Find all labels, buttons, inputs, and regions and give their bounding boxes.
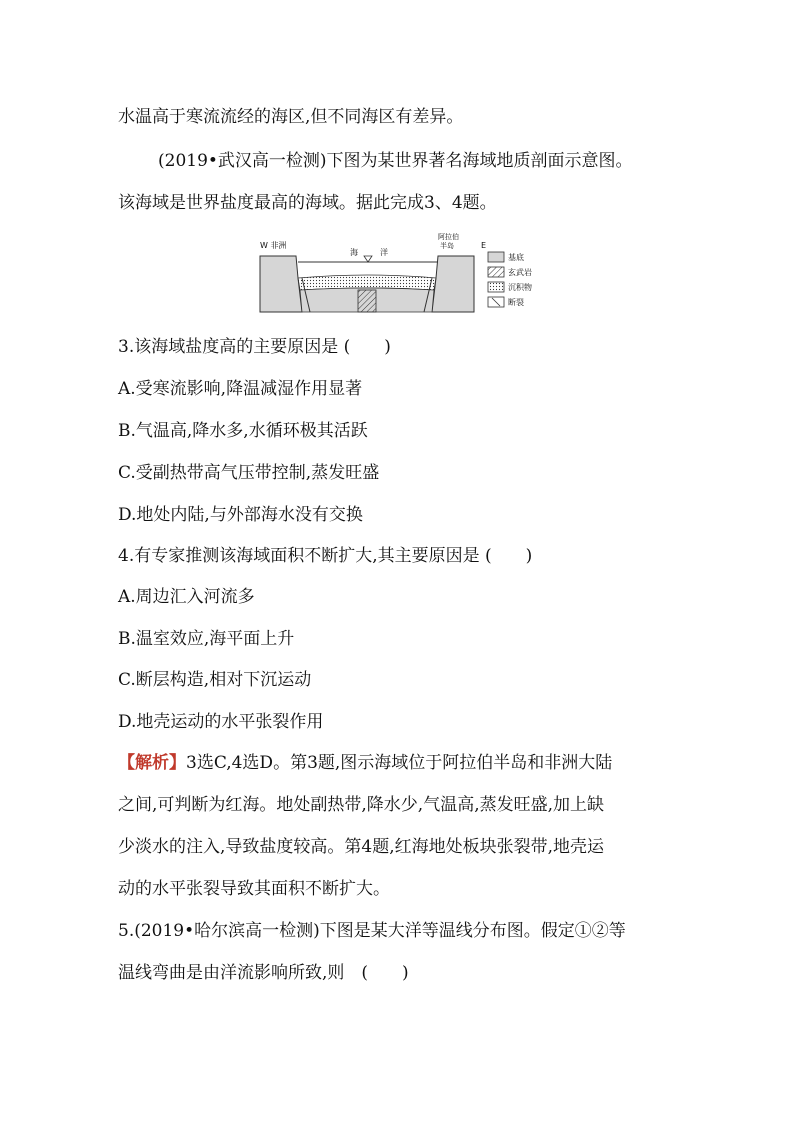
fig-label-sea-1: 海 <box>350 248 358 257</box>
fig-label-west: W 非洲 <box>260 241 287 250</box>
option-3a: A.受寒流影响,降温减湿作用显著 <box>118 379 363 399</box>
option-3d: D.地处内陆,与外部海水没有交换 <box>118 505 363 525</box>
question-5-cont: 温线弯曲是由洋流影响所致,则 ( ) <box>118 963 409 983</box>
option-4c: C.断层构造,相对下沉运动 <box>118 670 312 690</box>
answer-line-1 <box>118 752 612 774</box>
legend-label: 断裂 <box>508 298 524 307</box>
option-4d: D.地壳运动的水平张裂作用 <box>118 712 324 732</box>
option-3c: C.受副热带高气压带控制,蒸发旺盛 <box>118 463 380 483</box>
answer-line-3: 少淡水的注入,导致盐度较高。第4题,红海地处板块张裂带,地壳运 <box>118 837 605 857</box>
legend-label: 沉积物 <box>508 283 532 292</box>
fig-label-arabia-1: 阿拉伯 <box>438 233 459 241</box>
question-4: 4.有专家推测该海域面积不断扩大,其主要原因是 ( ) <box>118 546 533 566</box>
option-4a: A.周边汇入河流多 <box>118 587 255 607</box>
option-4b: B.温室效应,海平面上升 <box>118 629 295 649</box>
legend-label: 基底 <box>508 253 524 262</box>
arabia-block <box>432 256 474 312</box>
fig-label-sea-2: 洋 <box>380 248 388 257</box>
question-3: 3.该海域盐度高的主要原因是 ( ) <box>118 337 391 357</box>
answer-line-4: 动的水平张裂导致其面积不断扩大。 <box>118 879 390 899</box>
sea-level-marker <box>364 256 372 262</box>
legend-swatch-basement <box>488 252 504 262</box>
legend-swatch-basalt <box>488 267 504 277</box>
fig-label-east: E <box>481 241 487 250</box>
option-3b: B.气温高,降水多,水循环极其活跃 <box>118 421 368 441</box>
answer-tag: 【解析】 <box>118 753 186 773</box>
text-line-1: 水温高于寒流流经的海区,但不同海区有差异。 <box>118 107 464 127</box>
basalt-block <box>358 290 376 312</box>
question-intro: (2019•武汉高一检测)下图为某世界著名海域地质剖面示意图。 <box>158 151 633 171</box>
answer-text-1: 3选C,4选D。第3题,图示海域位于阿拉伯半岛和非洲大陆 <box>186 753 613 773</box>
africa-block <box>260 256 302 312</box>
legend-swatch-sediment <box>488 282 504 292</box>
question-5: 5.(2019•哈尔滨高一检测)下图是某大洋等温线分布图。假定①②等 <box>118 921 626 941</box>
geologic-profile-figure <box>258 228 548 314</box>
fig-label-arabia-2: 半岛 <box>440 242 454 250</box>
question-intro-2: 该海域是世界盐度最高的海域。据此完成3、4题。 <box>118 193 497 213</box>
legend-label: 玄武岩 <box>508 268 532 277</box>
answer-line-2: 之间,可判断为红海。地处副热带,降水少,气温高,蒸发旺盛,加上缺 <box>118 795 605 815</box>
